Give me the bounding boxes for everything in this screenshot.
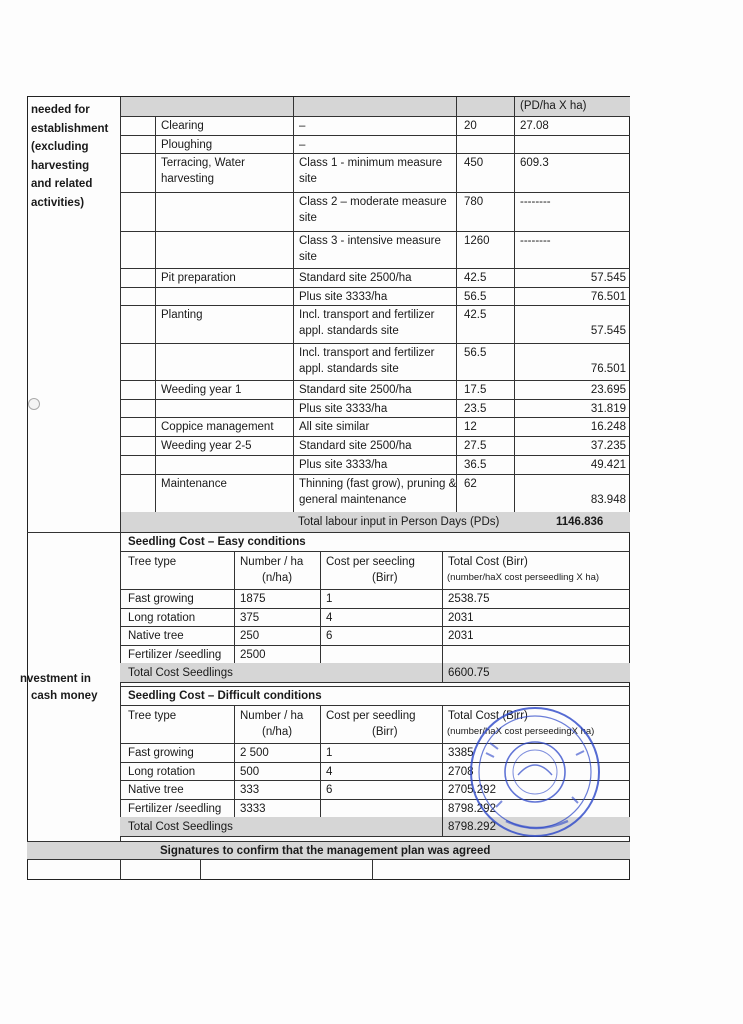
left-label-cash: cash money: [31, 690, 98, 702]
rule-h: [120, 626, 630, 627]
labour-pd: 56.5: [464, 291, 487, 303]
labour-total: 23.695: [590, 384, 626, 396]
rule-v: [320, 705, 321, 817]
labour-pd: 780: [464, 196, 484, 208]
labour-pd: 23.5: [464, 403, 487, 415]
labour-activity: Pit preparation: [161, 272, 236, 284]
labour-activity: Weeding year 2-5: [161, 440, 252, 452]
labour-pd: 62: [464, 478, 477, 490]
labour-total: 49.421: [590, 459, 626, 471]
rule-h: [120, 287, 630, 288]
labour-total: 31.819: [590, 403, 626, 415]
seedling-cost: 6: [326, 630, 333, 642]
labour-total: 76.501: [590, 363, 626, 375]
rule-h: [120, 682, 630, 683]
labour-activity: Weeding year 1: [161, 384, 242, 396]
labour-spec: Incl. transport and fertilizer: [299, 347, 435, 359]
labour-total: 57.545: [590, 325, 626, 337]
seedling-header-type: Tree type: [128, 556, 177, 568]
seedling-total-value: 8798.292: [448, 821, 496, 833]
labour-spec: All site similar: [299, 421, 370, 433]
seedling-type: Fast growing: [128, 593, 194, 605]
labour-total: 57.545: [590, 272, 626, 284]
seedling-cost: 6: [326, 784, 333, 796]
labour-spec-cont: site: [299, 173, 317, 185]
seedling-number: 3333: [240, 803, 266, 815]
rule-h: [120, 231, 630, 232]
labour-spec-cont: site: [299, 251, 317, 263]
seedling-header-number-unit: (n/ha): [262, 572, 293, 584]
labour-pd: 36.5: [464, 459, 487, 471]
seedling-number: 375: [240, 612, 260, 624]
seedling-total: 2031: [448, 612, 474, 624]
labour-spec: Thinning (fast grow), pruning &: [299, 478, 457, 490]
labour-total: 609.3: [520, 157, 549, 169]
labour-spec: Plus site 3333/ha: [299, 291, 388, 303]
rule-h: [120, 455, 630, 456]
seedling-type: Native tree: [128, 630, 184, 642]
labour-spec: Class 3 - intensive measure: [299, 235, 441, 247]
rule-v: [442, 705, 443, 836]
seedling-cost: 4: [326, 612, 333, 624]
labour-pd: 42.5: [464, 309, 487, 321]
rule-h: [120, 474, 630, 475]
labour-total: 37.235: [590, 440, 626, 452]
rule-h: [120, 343, 630, 344]
signatures-label: Signatures to confirm that the management plan was agreed: [160, 845, 491, 857]
labour-total-value: 1146.836: [556, 516, 604, 528]
seedling-header-cost-unit: (Birr): [372, 726, 398, 738]
seedling-header-type: Tree type: [128, 710, 177, 722]
official-stamp: [466, 703, 604, 841]
seedling-cost: 1: [326, 747, 333, 759]
labour-spec: Class 1 - minimum measure: [299, 157, 443, 169]
labour-total: 76.501: [590, 291, 626, 303]
labour-total: 16.248: [590, 421, 626, 433]
seedling-total-label: Total Cost Seedlings: [128, 821, 233, 833]
seedling-number: 333: [240, 784, 260, 796]
rule-v: [200, 859, 201, 880]
seedling-header-cost-unit: (Birr): [372, 572, 398, 584]
labour-spec: Incl. transport and fertilizer: [299, 309, 435, 321]
rule-h: [27, 859, 630, 860]
seedling-number: 500: [240, 766, 260, 778]
rule-h: [120, 135, 630, 136]
rule-h: [120, 192, 630, 193]
labour-pd: 450: [464, 157, 484, 169]
rule-v: [514, 97, 515, 512]
labour-activity: Planting: [161, 309, 203, 321]
labour-pd: 27.5: [464, 440, 487, 452]
seedling-total: 8798.292: [448, 803, 496, 815]
labour-activity: Coppice management: [161, 421, 274, 433]
seedling-header-number: Number / ha: [240, 556, 304, 568]
seedling-total-label: Total Cost Seedlings: [128, 667, 233, 679]
seedling-cost: 1: [326, 593, 333, 605]
seedling-type: Long rotation: [128, 612, 196, 624]
rule-h: [120, 436, 630, 437]
rule-v: [293, 97, 294, 512]
seedling-number: 250: [240, 630, 260, 642]
seedling-type: Fertilizer /seedling: [128, 803, 222, 815]
rule-v: [320, 551, 321, 663]
labour-pd: 17.5: [464, 384, 487, 396]
rule-v: [234, 705, 235, 817]
labour-pd: 56.5: [464, 347, 487, 359]
seedling-title: Seedling Cost – Easy conditions: [128, 536, 306, 548]
labour-activity: Terracing, Water: [161, 157, 245, 169]
seedling-number: 2 500: [240, 747, 269, 759]
rule-v: [234, 551, 235, 663]
labour-activity: Maintenance: [161, 478, 227, 490]
seedling-cost: 4: [326, 766, 333, 778]
labour-spec-cont: general maintenance: [299, 494, 407, 506]
labour-activity-cont: harvesting: [161, 173, 215, 185]
rule-h: [120, 153, 630, 154]
rule-h: [120, 551, 630, 552]
labour-spec: Standard site 2500/ha: [299, 384, 412, 396]
labour-total: 27.08: [520, 120, 549, 132]
rule-h: [120, 399, 630, 400]
rule-v: [442, 551, 443, 682]
rule-h: [120, 532, 630, 533]
seedling-number: 1875: [240, 593, 266, 605]
seedling-header-number: Number / ha: [240, 710, 304, 722]
labour-activity: Clearing: [161, 120, 204, 132]
labour-pd: 1260: [464, 235, 490, 247]
rule-h: [120, 417, 630, 418]
seedling-header-total: Total Cost (Birr): [448, 556, 528, 568]
rule-h: [120, 380, 630, 381]
seedling-number: 2500: [240, 649, 266, 661]
labour-activity: Ploughing: [161, 139, 213, 151]
labour-spec: Plus site 3333/ha: [299, 403, 388, 415]
rule-v: [456, 97, 457, 512]
seedling-title: Seedling Cost – Difficult conditions: [128, 690, 322, 702]
labour-spec: Plus site 3333/ha: [299, 459, 388, 471]
labour-pd: 12: [464, 421, 477, 433]
rule-h: [120, 686, 630, 687]
seedling-header-cost: Cost per seedling: [326, 710, 416, 722]
seedling-type: Fertilizer /seedling: [128, 649, 222, 661]
labour-spec: Standard site 2500/ha: [299, 272, 412, 284]
labour-total-label: Total labour input in Person Days (PDs): [298, 516, 500, 528]
seedling-total: 2708: [448, 766, 474, 778]
seedling-total: 2031: [448, 630, 474, 642]
seedling-header-cost: Cost per seecling: [326, 556, 415, 568]
labour-header-unit: (PD/ha X ha): [520, 100, 587, 112]
labour-spec-cont: site: [299, 212, 317, 224]
labour-spec-cont: appl. standards site: [299, 363, 399, 375]
labour-total: 83.948: [590, 494, 626, 506]
rule-h: [120, 608, 630, 609]
rule-h: [120, 589, 630, 590]
seedling-header-total-formula: (number/haX cost perseedling X ha): [447, 572, 600, 583]
seedling-type: Long rotation: [128, 766, 196, 778]
seedling-header-total: Total Cost (Birr): [448, 710, 528, 722]
labour-pd: 42.5: [464, 272, 487, 284]
rule-h: [120, 645, 630, 646]
left-label-establishment: needed for establishment (excluding harvesting and related activities): [31, 104, 109, 209]
rule-h: [120, 305, 630, 306]
labour-spec-cont: appl. standards site: [299, 325, 399, 337]
labour-spec: Class 2 – moderate measure: [299, 196, 447, 208]
rule-h: [120, 268, 630, 269]
rule-v: [372, 859, 373, 880]
seedling-type: Native tree: [128, 784, 184, 796]
rule-h: [27, 532, 120, 533]
labour-total: --------: [520, 235, 551, 247]
seedling-header-total-formula: (number/haX cost perseedingX ha): [447, 726, 595, 737]
seedling-total-value: 6600.75: [448, 667, 490, 679]
labour-spec: –: [299, 120, 306, 132]
left-label-investment: nvestment in: [20, 673, 91, 685]
seedling-header-number-unit: (n/ha): [262, 726, 293, 738]
labour-pd: 20: [464, 120, 477, 132]
labour-spec: Standard site 2500/ha: [299, 440, 412, 452]
seedling-total: 2538.75: [448, 593, 490, 605]
rule-h: [27, 841, 630, 842]
seedling-total: 3385: [448, 747, 474, 759]
seedling-total: 2705.292: [448, 784, 496, 796]
labour-spec: –: [299, 139, 306, 151]
seedling-type: Fast growing: [128, 747, 194, 759]
labour-total: --------: [520, 196, 551, 208]
rule-h: [120, 116, 630, 117]
rule-v: [155, 116, 156, 512]
